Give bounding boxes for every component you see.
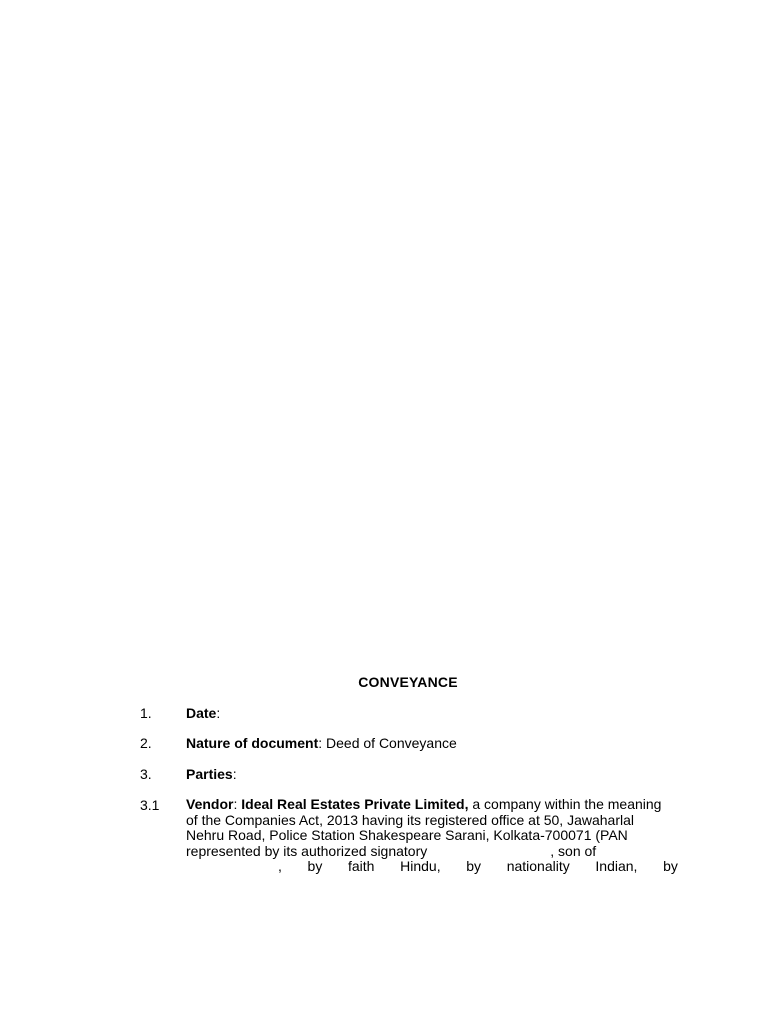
vendor-line-5: [186, 859, 680, 875]
word: Indian,: [595, 858, 638, 874]
vendor-line-5-words: [186, 859, 678, 875]
vendor-line-3: Nehru Road, Police Station Shakespeare Sarani, Kolkata-700071 (PAN: [186, 827, 628, 843]
clause-label: Date: [186, 705, 217, 721]
vendor-son-of-text: , son of: [550, 842, 597, 859]
vendor-colon: :: [233, 796, 242, 812]
clause-number: 3.1: [140, 797, 160, 813]
word: by: [307, 858, 323, 874]
word: Hindu,: [400, 858, 441, 874]
clause-number: 2.: [140, 735, 152, 751]
word: by: [663, 858, 678, 874]
clause-colon: :: [318, 735, 323, 751]
clause-number: 1.: [140, 705, 152, 721]
vendor-company-name: Ideal Real Estates Private Limited,: [241, 796, 469, 812]
document-title: CONVEYANCE: [358, 674, 458, 690]
word: ,: [278, 858, 282, 874]
vendor-line-1-rest: a company within the meaning: [468, 796, 662, 812]
vendor-label: Vendor: [186, 796, 234, 812]
clause-body: [186, 705, 680, 722]
clause-text: Deed of Conveyance: [322, 735, 457, 751]
clause-label: Nature of document: [186, 735, 319, 751]
word: faith: [348, 858, 375, 874]
clause-colon: :: [232, 766, 237, 782]
word: by: [466, 858, 482, 874]
vendor-line-1: [186, 797, 680, 813]
clause-number: 3.: [140, 766, 152, 782]
vendor-signatory-text: represented by its authorized signatory: [186, 842, 428, 859]
clause-label: Parties: [186, 766, 233, 782]
clause-body: [186, 766, 680, 783]
vendor-paragraph: [186, 797, 680, 875]
clause-colon: :: [216, 705, 221, 721]
vendor-line-2: of the Companies Act, 2013 having its registered office at 50, Jawaharlal: [186, 811, 635, 828]
clause-body: [186, 735, 680, 752]
vendor-line-4: [186, 844, 680, 860]
word: nationality: [506, 858, 570, 874]
